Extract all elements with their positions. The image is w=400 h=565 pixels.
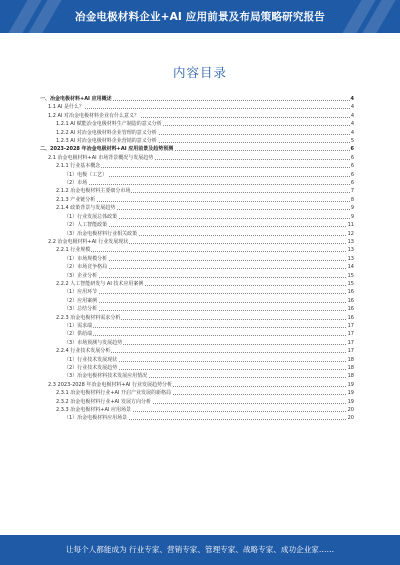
- toc-entry[interactable]: [40, 230, 354, 238]
- toc-leader-dots: [64, 335, 354, 336]
- toc-entry-page: 6: [350, 163, 354, 170]
- toc-entry-title: （1）行业发展总体政策: [64, 213, 118, 220]
- toc-entry-page: 13: [347, 247, 354, 254]
- toc-entry[interactable]: [40, 389, 354, 397]
- toc-entry-page: 13: [347, 238, 354, 245]
- toc-entry-page: 4: [350, 96, 354, 102]
- toc-entry[interactable]: [40, 145, 354, 153]
- toc-leader-dots: [64, 277, 354, 278]
- toc-entry-title: （2）人工智能政策: [64, 222, 108, 229]
- toc-entry[interactable]: [40, 339, 354, 347]
- toc-entry-title: 2.3 2023-2028 年冶金电极材料+AI 行业发展趋势分析: [48, 381, 173, 388]
- toc-entry-title: 2.3.2 冶金电极材料行业+AI 发展方向分析: [56, 398, 151, 405]
- toc-entry-title: 2.1.3 产业链分析: [56, 196, 96, 203]
- toc-entry[interactable]: [40, 196, 354, 204]
- table-of-contents: [40, 95, 354, 423]
- toc-entry[interactable]: [40, 103, 354, 111]
- toc-entry-page: 12: [347, 230, 354, 237]
- toc-entry[interactable]: [40, 322, 354, 330]
- toc-entry-page: 4: [350, 121, 354, 128]
- toc-entry-page: 19: [347, 390, 354, 397]
- toc-entry-title: （1）行业技术发展现状: [64, 356, 118, 363]
- toc-entry-title: （2）供给端: [64, 331, 93, 338]
- toc-entry-title: 2.1 冶金电极材料+AI 市场背景概况与发展趋势: [48, 154, 154, 161]
- toc-entry-page: 6: [350, 171, 354, 178]
- toc-entry-page: 17: [347, 348, 354, 355]
- toc-entry[interactable]: [40, 213, 354, 221]
- toc-leader-dots: [64, 293, 354, 294]
- toc-entry[interactable]: [40, 137, 354, 145]
- toc-entry[interactable]: [40, 120, 354, 128]
- toc-entry[interactable]: [40, 288, 354, 296]
- toc-entry-title: （1）市场规模分析: [64, 255, 108, 262]
- toc-entry[interactable]: [40, 330, 354, 338]
- toc-entry[interactable]: [40, 381, 354, 389]
- toc-entry-title: （2）市场竞争格局: [64, 264, 108, 271]
- toc-entry[interactable]: [40, 305, 354, 313]
- report-title: 冶金电极材料企业+AI 应用前景及布局策略研究报告: [75, 11, 325, 23]
- toc-entry-title: 2.2 冶金电极材料+AI 行业发展现状: [48, 238, 129, 245]
- toc-entry-title: （2）市场: [64, 180, 88, 187]
- toc-entry[interactable]: [40, 129, 354, 137]
- toc-entry[interactable]: [40, 280, 354, 288]
- toc-entry-title: 1.2.3 AI 对冶金电极材料企业营销的意义分析: [56, 138, 157, 145]
- toc-entry[interactable]: [40, 398, 354, 406]
- toc-entry-title: （2）应用案例: [64, 297, 98, 304]
- toc-entry-page: 13: [347, 255, 354, 262]
- toc-entry[interactable]: [40, 263, 354, 271]
- toc-entry-title: （3）冶金电极材料技术发展应用情况: [64, 373, 148, 380]
- toc-entry-page: 15: [347, 272, 354, 279]
- toc-entry-page: 8: [350, 196, 354, 203]
- toc-entry-page: 6: [350, 180, 354, 187]
- toc-entry[interactable]: [40, 414, 354, 422]
- toc-entry-title: 2.3.1 冶金电极材料行业+AI 开启产业发展的新格局: [56, 390, 171, 397]
- toc-entry-page: 19: [347, 381, 354, 388]
- toc-entry-page: 4: [350, 104, 354, 111]
- toc-entry[interactable]: [40, 187, 354, 195]
- toc-entry[interactable]: [40, 372, 354, 380]
- toc-entry-title: 1.2.1 AI 赋能冶金电极材料生产制造的意义分析: [56, 121, 162, 128]
- toc-entry-title: （3）总结分析: [64, 306, 98, 313]
- footer-slogan: 让每个人都能成为 行业专家、营销专家、管理专家、战略专家、成功企业家……: [65, 545, 335, 554]
- toc-entry-page: 11: [347, 222, 354, 229]
- report-header: [0, 0, 400, 33]
- toc-leader-dots: [56, 201, 354, 202]
- report-footer: [0, 535, 400, 565]
- toc-entry[interactable]: [40, 162, 354, 170]
- toc-entry-page: 16: [347, 314, 354, 321]
- toc-entry-title: （3）企业分析: [64, 272, 98, 279]
- toc-entry-title: 一、冶金电极材料+AI 应用概述: [40, 96, 112, 102]
- toc-entry-title: （3）市场预测与发展趋势: [64, 339, 123, 346]
- toc-entry[interactable]: [40, 171, 354, 179]
- toc-entry-title: （2）行业技术发展趋势: [64, 365, 118, 371]
- toc-entry[interactable]: [40, 255, 354, 263]
- toc-entry-title: 2.2.1 行业规模: [56, 247, 91, 254]
- toc-entry-title: （1）应用环节: [64, 289, 98, 296]
- toc-entry[interactable]: [40, 238, 354, 246]
- toc-entry-page: 17: [347, 322, 354, 329]
- toc-leader-dots: [64, 327, 354, 328]
- toc-entry-title: （1）需求端: [64, 322, 93, 329]
- toc-heading: 内容目录: [172, 65, 227, 80]
- toc-entry-page: 16: [347, 306, 354, 313]
- toc-entry-page: 14: [347, 264, 354, 271]
- toc-entry[interactable]: [40, 272, 354, 280]
- toc-entry[interactable]: [40, 112, 354, 120]
- toc-entry[interactable]: [40, 221, 354, 229]
- toc-entry[interactable]: [40, 364, 354, 372]
- toc-entry-page: 18: [347, 373, 354, 380]
- toc-entry-page: 20: [347, 407, 354, 414]
- toc-entry-title: 2.2.2 人工智能研发与 AI 技术应用案例: [56, 280, 144, 287]
- toc-entry-title: 1.2 AI 对冶金电极材料企业有什么意义？: [48, 112, 140, 119]
- toc-entry-page: 19: [347, 398, 354, 405]
- toc-entry-title: 2.2.4 行业技术发展分析: [56, 348, 111, 355]
- toc-entry-page: 6: [350, 146, 354, 153]
- toc-entry-page: 5: [350, 138, 354, 145]
- toc-entry[interactable]: [40, 95, 354, 103]
- toc-entry-page: 4: [350, 129, 354, 136]
- toc-entry-page: 15: [347, 280, 354, 287]
- toc-entry-page: 20: [347, 415, 354, 422]
- toc-entry-page: 7: [350, 188, 354, 195]
- toc-entry[interactable]: [40, 246, 354, 254]
- toc-entry[interactable]: [40, 347, 354, 355]
- toc-entry-title: （3）冶金电极材料行业相关政策: [64, 230, 138, 237]
- toc-entry-page: 18: [347, 365, 354, 371]
- toc-leader-dots: [64, 302, 354, 303]
- toc-entry-page: 4: [350, 112, 354, 119]
- toc-entry-page: 17: [347, 339, 354, 346]
- toc-entry-page: 9: [350, 213, 354, 220]
- toc-entry-page: 16: [347, 289, 354, 296]
- toc-entry[interactable]: [40, 154, 354, 162]
- toc-entry-title: 1.1 AI 是什么？: [48, 104, 85, 111]
- toc-entry[interactable]: [40, 356, 354, 364]
- toc-entry-title: 2.1.1 行业基本概念: [56, 163, 101, 170]
- toc-leader-dots: [64, 310, 354, 311]
- toc-entry-title: 2.2.3 冶金电极材料需求分析: [56, 314, 121, 321]
- toc-entry-title: 1.2.2 AI 对冶金电极材料企业管理的意义分析: [56, 129, 157, 136]
- toc-entry[interactable]: [40, 204, 354, 212]
- toc-entry-title: 2.3.3 冶金电极材料+AI 应用场景: [56, 407, 131, 414]
- toc-leader-dots: [64, 184, 354, 185]
- toc-entry-page: 9: [350, 205, 354, 212]
- toc-entry[interactable]: [40, 314, 354, 322]
- toc-entry[interactable]: [40, 179, 354, 187]
- toc-entry-title: （1）冶金电极材料应用场景: [64, 415, 128, 422]
- toc-entry-page: 16: [347, 297, 354, 304]
- toc-entry-title: （1）电极（工艺）: [64, 171, 108, 178]
- toc-entry[interactable]: [40, 297, 354, 305]
- toc-leader-dots: [56, 251, 354, 252]
- toc-entry[interactable]: [40, 406, 354, 414]
- toc-entry-page: 6: [350, 154, 354, 161]
- toc-entry-page: 17: [347, 331, 354, 338]
- toc-entry-title: 二、2023-2028 年冶金电极材料+AI 应用前景及趋势预测: [40, 146, 174, 153]
- toc-entry-page: 18: [347, 356, 354, 363]
- toc-leader-dots: [48, 108, 354, 109]
- toc-entry-title: 2.1.2 冶金电极材料主要细分市场: [56, 188, 131, 195]
- toc-entry-title: 2.1.4 政策背景与发展趋势: [56, 205, 116, 212]
